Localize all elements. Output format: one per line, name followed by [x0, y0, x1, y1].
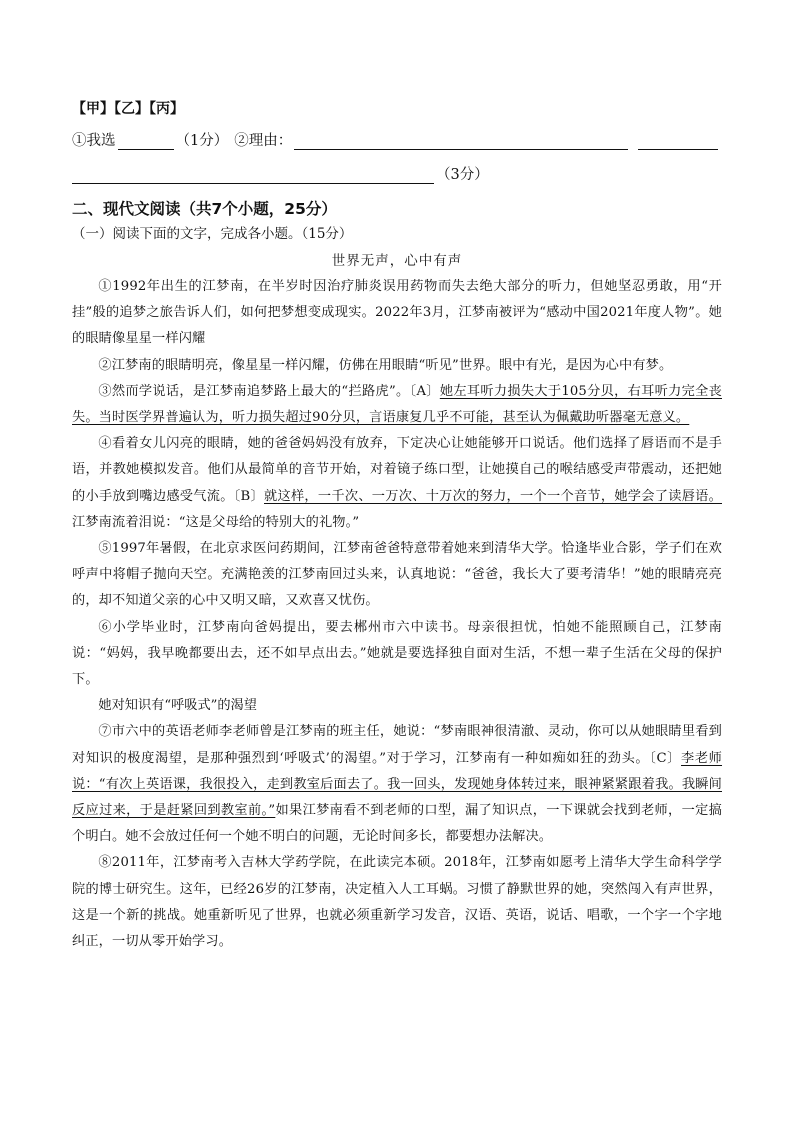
paragraph-1: ①1992年出生的江梦南，在半岁时因治疗肺炎误用药物而失去绝大部分的听力，但她坚忍勇敢，用“开挂”般的追梦之旅告诉人们，如何把梦想变成现实。2022年3月，江梦南被评为“感动中国2021年度人物”。她的眼睛像星星一样闪耀: [72, 279, 722, 347]
answer-row-1: [72, 122, 722, 150]
reason-blank-3[interactable]: [72, 165, 434, 184]
section-subheading: 她对知识有“呼吸式”的渴望: [98, 698, 257, 714]
reason-label: ②理由：: [234, 133, 293, 149]
document-page: [72, 96, 722, 955]
paragraph-4: [72, 431, 722, 536]
paragraph-4-tail: 江梦南流着泪说：“这是父母给的特别大的礼物。”: [72, 514, 360, 530]
paragraph-6: ⑥小学毕业时，江梦南向爸妈提出，要去郴州市六中读书。母亲很担忧，怕她不能照顾自己，江梦南说：“妈妈，我早晚都要出去，还不如早点出去。”她就是要选择独自面对生活，不想一辈子生活在父母的保护下。: [72, 619, 722, 688]
paragraph-4-text: ④看着女儿闪亮的眼睛，她的爸爸妈妈没有放弃，下定决心让她能够开口说话。他们选择了唇语而不是手语，并教她模拟发音。他们从最简单的音节开始，对着镜子练口型，让她摸自己的喉结感受声带震动，还把她的小手放到嘴边感受气流。〔B〕: [72, 436, 722, 504]
underlined-sentence-c: 李老师说：“有次上英语课，我很投入，走到教室后面去了。我一回头，发现她身体转过来，眼神紧紧跟着我。我瞬间反应过来，于是赶紧回到教室前。”: [72, 750, 723, 819]
reason-points: （3分）: [436, 167, 489, 183]
paragraph-8: ⑧2011年，江梦南考入吉林大学药学院，在此读完本硕。2018年，江梦南如愿考上清华大学生命科学学院的博士研究生。这年，已经26岁的江梦南，决定植入人工耳蜗。习惯了静默世界的她，突然闯入有声世界，这是一个新的挑战。她重新听见了世界，也就必须重新学习发音，汉语、英语，说话、唱歌，一个字一个字地纠正，一切从零开始学习。: [72, 855, 722, 950]
paragraph-2: ②江梦南的眼睛明亮，像星星一样闪耀，仿佛在用眼睛“听见”世界。眼中有光，是因为心中有梦。: [98, 357, 673, 373]
section-heading: 二、现代文阅读（共7个小题，25分）: [72, 200, 337, 218]
paragraph-7-text: ⑦市六中的英语老师李老师曾是江梦南的班主任，她说：“梦南眼神很清澈、灵动，你可以从她眼睛里看到对知识的极度渴望，是那种强烈到‘呼吸式’的渴望。”对于学习，江梦南有一种如痴如狂的劲头。〔C〕: [72, 724, 722, 766]
options-line: 【甲】【乙】【丙】: [72, 101, 184, 117]
paragraph-7: [72, 719, 722, 850]
reason-blank-2[interactable]: [638, 131, 718, 150]
paragraph-3: [72, 379, 722, 431]
choose-label: ①我选: [72, 133, 116, 149]
underlined-sentence-b: 就这样，一千次、一万次、十万次的努力，一个一个音节，她学会了读唇语。: [264, 488, 722, 504]
underlined-sentence-a: 她左耳听力损失大于105分贝，右耳听力完全丧失。当时医学界普遍认为，听力损失超过90分贝，言语康复几乎不可能，甚至认为佩戴助听器毫无意义。: [72, 383, 722, 426]
answer-row-2: [72, 156, 722, 184]
choose-points: （1分）: [175, 133, 229, 149]
subsection-instruction: （一）阅读下面的文字，完成各小题。（15分）: [72, 226, 353, 242]
paragraph-7-tail: 如果江梦南看不到老师的口型，漏了知识点，一下课就会找到老师，一定搞个明白。她不会放过任何一个她不明白的问题，无论时间多长，都要想办法解决。: [72, 803, 722, 845]
paragraph-3-text: ③然而学说话，是江梦南追梦路上最大的“拦路虎”。〔A〕: [98, 383, 440, 399]
paragraph-5: ⑤1997年暑假，在北京求医问药期间，江梦南爸爸特意带着她来到清华大学。恰逢毕业合影，学子们在欢呼声中将帽子抛向天空。充满艳羡的江梦南回过头来，认真地说：“爸爸，我长大了要考清华！”她的眼睛亮亮的，却不知道父亲的心中又明又暗，又欢喜又忧伤。: [72, 541, 722, 609]
choose-blank[interactable]: [118, 131, 174, 150]
reason-blank-1[interactable]: [294, 131, 628, 150]
article-title: 世界无声，心中有声: [331, 253, 463, 269]
